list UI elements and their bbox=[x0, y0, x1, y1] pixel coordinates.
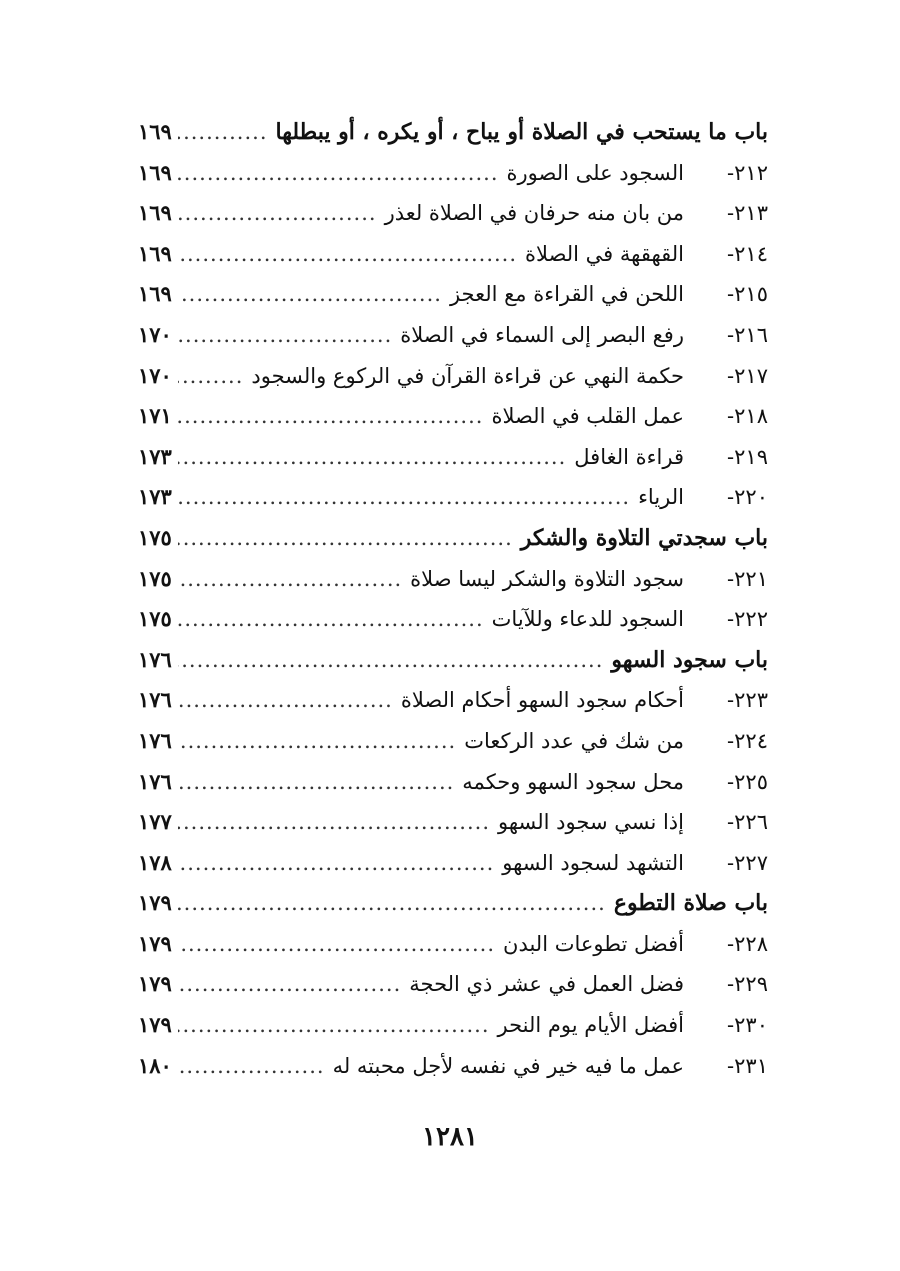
page-reference: ١٨٠ bbox=[138, 1052, 172, 1078]
entry-number: ٢٢٥- bbox=[727, 769, 768, 794]
toc-entry bbox=[138, 802, 768, 843]
entry-title: أفضل الأيام يوم النحر bbox=[497, 1013, 684, 1038]
dot-leader bbox=[178, 924, 503, 965]
dot-leader bbox=[178, 396, 491, 437]
dot-leader bbox=[178, 559, 410, 600]
dot-leader bbox=[178, 680, 401, 721]
entry-number: ٢٢٧- bbox=[727, 850, 768, 875]
toc-section-heading bbox=[138, 883, 768, 924]
page-reference: ١٧٩ bbox=[138, 971, 172, 997]
toc-entry bbox=[138, 1046, 768, 1087]
dot-leader bbox=[178, 112, 276, 153]
dot-leader bbox=[178, 153, 507, 194]
entry-number: ٢١٥- bbox=[727, 282, 768, 307]
page-reference: ١٧٠ bbox=[138, 321, 172, 347]
page-reference: ١٧٥ bbox=[138, 524, 172, 550]
entry-title: اللحن في القراءة مع العجز bbox=[449, 282, 684, 307]
page-reference: ١٧٦ bbox=[138, 768, 172, 794]
dot-leader bbox=[178, 518, 521, 559]
toc-entry bbox=[138, 477, 768, 518]
toc-entry bbox=[138, 843, 768, 884]
page-reference: ١٧٦ bbox=[138, 646, 172, 672]
entry-number: ٢٢٠- bbox=[727, 485, 768, 510]
entry-number: ٢٣٠- bbox=[727, 1013, 768, 1038]
page-reference: ١٧١ bbox=[138, 403, 172, 429]
toc-entry bbox=[138, 721, 768, 762]
dot-leader bbox=[178, 315, 400, 356]
page-reference: ١٧٣ bbox=[138, 484, 172, 510]
dot-leader bbox=[178, 1005, 498, 1046]
section-title: باب سجود السهو bbox=[611, 646, 768, 673]
entry-number: ٢٢٤- bbox=[727, 728, 768, 753]
dot-leader bbox=[178, 193, 385, 234]
toc-entry bbox=[138, 356, 768, 397]
entry-number: ٢١٤- bbox=[727, 241, 768, 266]
toc-entry bbox=[138, 559, 768, 600]
dot-leader bbox=[178, 437, 574, 478]
entry-title: حكمة النهي عن قراءة القرآن في الركوع والسجود bbox=[251, 363, 684, 388]
toc-section-heading bbox=[138, 640, 768, 681]
entry-number: ٢١٦- bbox=[727, 322, 768, 347]
page-reference: ١٧٥ bbox=[138, 606, 172, 632]
entry-title: عمل ما فيه خير في نفسه لأجل محبته له bbox=[332, 1053, 684, 1078]
toc-entry bbox=[138, 680, 768, 721]
toc-entry bbox=[138, 599, 768, 640]
entry-number: ٢١٣- bbox=[727, 201, 768, 226]
dot-leader bbox=[178, 883, 614, 924]
entry-title: فضل العمل في عشر ذي الحجة bbox=[409, 972, 684, 997]
page-reference: ١٦٩ bbox=[138, 240, 172, 266]
dot-leader bbox=[178, 274, 450, 315]
dot-leader bbox=[178, 721, 464, 762]
page-reference: ١٧٩ bbox=[138, 930, 172, 956]
page-reference: ١٧٧ bbox=[138, 809, 172, 835]
toc-entry bbox=[138, 1005, 768, 1046]
page-reference: ١٧٦ bbox=[138, 727, 172, 753]
section-title: باب سجدتي التلاوة والشكر bbox=[520, 524, 768, 551]
entry-title: أحكام سجود السهو أحكام الصلاة bbox=[400, 688, 684, 713]
entry-title: الرياء bbox=[638, 485, 684, 510]
toc-entry bbox=[138, 762, 768, 803]
entry-title: السجود للدعاء وللآيات bbox=[491, 607, 684, 632]
dot-leader bbox=[178, 599, 492, 640]
page-reference: ١٧٥ bbox=[138, 565, 172, 591]
entry-number: ٢١٩- bbox=[727, 444, 768, 469]
entry-number: ٢٢٨- bbox=[727, 931, 768, 956]
section-title: باب صلاة التطوع bbox=[613, 890, 768, 917]
page-reference: ١٦٩ bbox=[138, 119, 172, 144]
dot-leader bbox=[178, 356, 251, 397]
page-reference: ١٧٠ bbox=[138, 362, 172, 388]
entry-title: أفضل تطوعات البدن bbox=[503, 931, 684, 956]
entry-number: ٢٢٩- bbox=[727, 972, 768, 997]
toc-entry bbox=[138, 193, 768, 234]
dot-leader bbox=[178, 477, 638, 518]
page-reference: ١٦٩ bbox=[138, 281, 172, 307]
entry-number: ٢١٨- bbox=[727, 404, 768, 429]
dot-leader bbox=[178, 762, 462, 803]
entry-number: ٢١٢- bbox=[727, 160, 768, 185]
toc-entry bbox=[138, 396, 768, 437]
entry-title: التشهد لسجود السهو bbox=[502, 850, 684, 875]
table-of-contents bbox=[138, 112, 768, 1086]
toc-section-heading bbox=[138, 518, 768, 559]
entry-number: ٢١٧- bbox=[727, 363, 768, 388]
toc-section-heading bbox=[138, 112, 768, 153]
dot-leader bbox=[178, 640, 611, 681]
dot-leader bbox=[178, 843, 502, 884]
entry-title: عمل القلب في الصلاة bbox=[491, 404, 684, 429]
dot-leader bbox=[178, 802, 498, 843]
entry-title: من بان منه حرفان في الصلاة لعذر bbox=[384, 201, 684, 226]
entry-title: سجود التلاوة والشكر ليسا صلاة bbox=[410, 566, 684, 591]
page-reference: ١٦٩ bbox=[138, 159, 172, 185]
section-title: باب ما يستحب في الصلاة أو يباح ، أو يكره ، أو يبطلها bbox=[275, 119, 768, 145]
entry-title: القهقهة في الصلاة bbox=[525, 241, 684, 266]
toc-entry bbox=[138, 924, 768, 965]
page-reference: ١٧٨ bbox=[138, 849, 172, 875]
page-reference: ١٧٩ bbox=[138, 890, 172, 916]
page-number: ١٢٨١ bbox=[422, 1122, 478, 1152]
entry-number: ٢٢٦- bbox=[727, 810, 768, 835]
entry-number: ٢٣١- bbox=[727, 1053, 768, 1078]
toc-entry bbox=[138, 964, 768, 1005]
entry-number: ٢٢١- bbox=[727, 566, 768, 591]
toc-entry bbox=[138, 153, 768, 194]
entry-title: قراءة الغافل bbox=[574, 444, 684, 469]
entry-title: محل سجود السهو وحكمه bbox=[462, 769, 684, 794]
entry-title: السجود على الصورة bbox=[506, 160, 684, 185]
page-reference: ١٧٣ bbox=[138, 443, 172, 469]
page-reference: ١٦٩ bbox=[138, 200, 172, 226]
toc-entry bbox=[138, 315, 768, 356]
entry-title: إذا نسي سجود السهو bbox=[498, 810, 684, 835]
dot-leader bbox=[178, 1046, 333, 1087]
dot-leader bbox=[178, 964, 409, 1005]
entry-number: ٢٢٣- bbox=[727, 688, 768, 713]
toc-entry bbox=[138, 437, 768, 478]
dot-leader bbox=[178, 234, 525, 275]
page-reference: ١٧٦ bbox=[138, 687, 172, 713]
entry-title: رفع البصر إلى السماء في الصلاة bbox=[400, 322, 684, 347]
toc-entry bbox=[138, 274, 768, 315]
toc-entry bbox=[138, 234, 768, 275]
page-reference: ١٧٩ bbox=[138, 1012, 172, 1038]
entry-title: من شك في عدد الركعات bbox=[464, 728, 684, 753]
entry-number: ٢٢٢- bbox=[727, 607, 768, 632]
